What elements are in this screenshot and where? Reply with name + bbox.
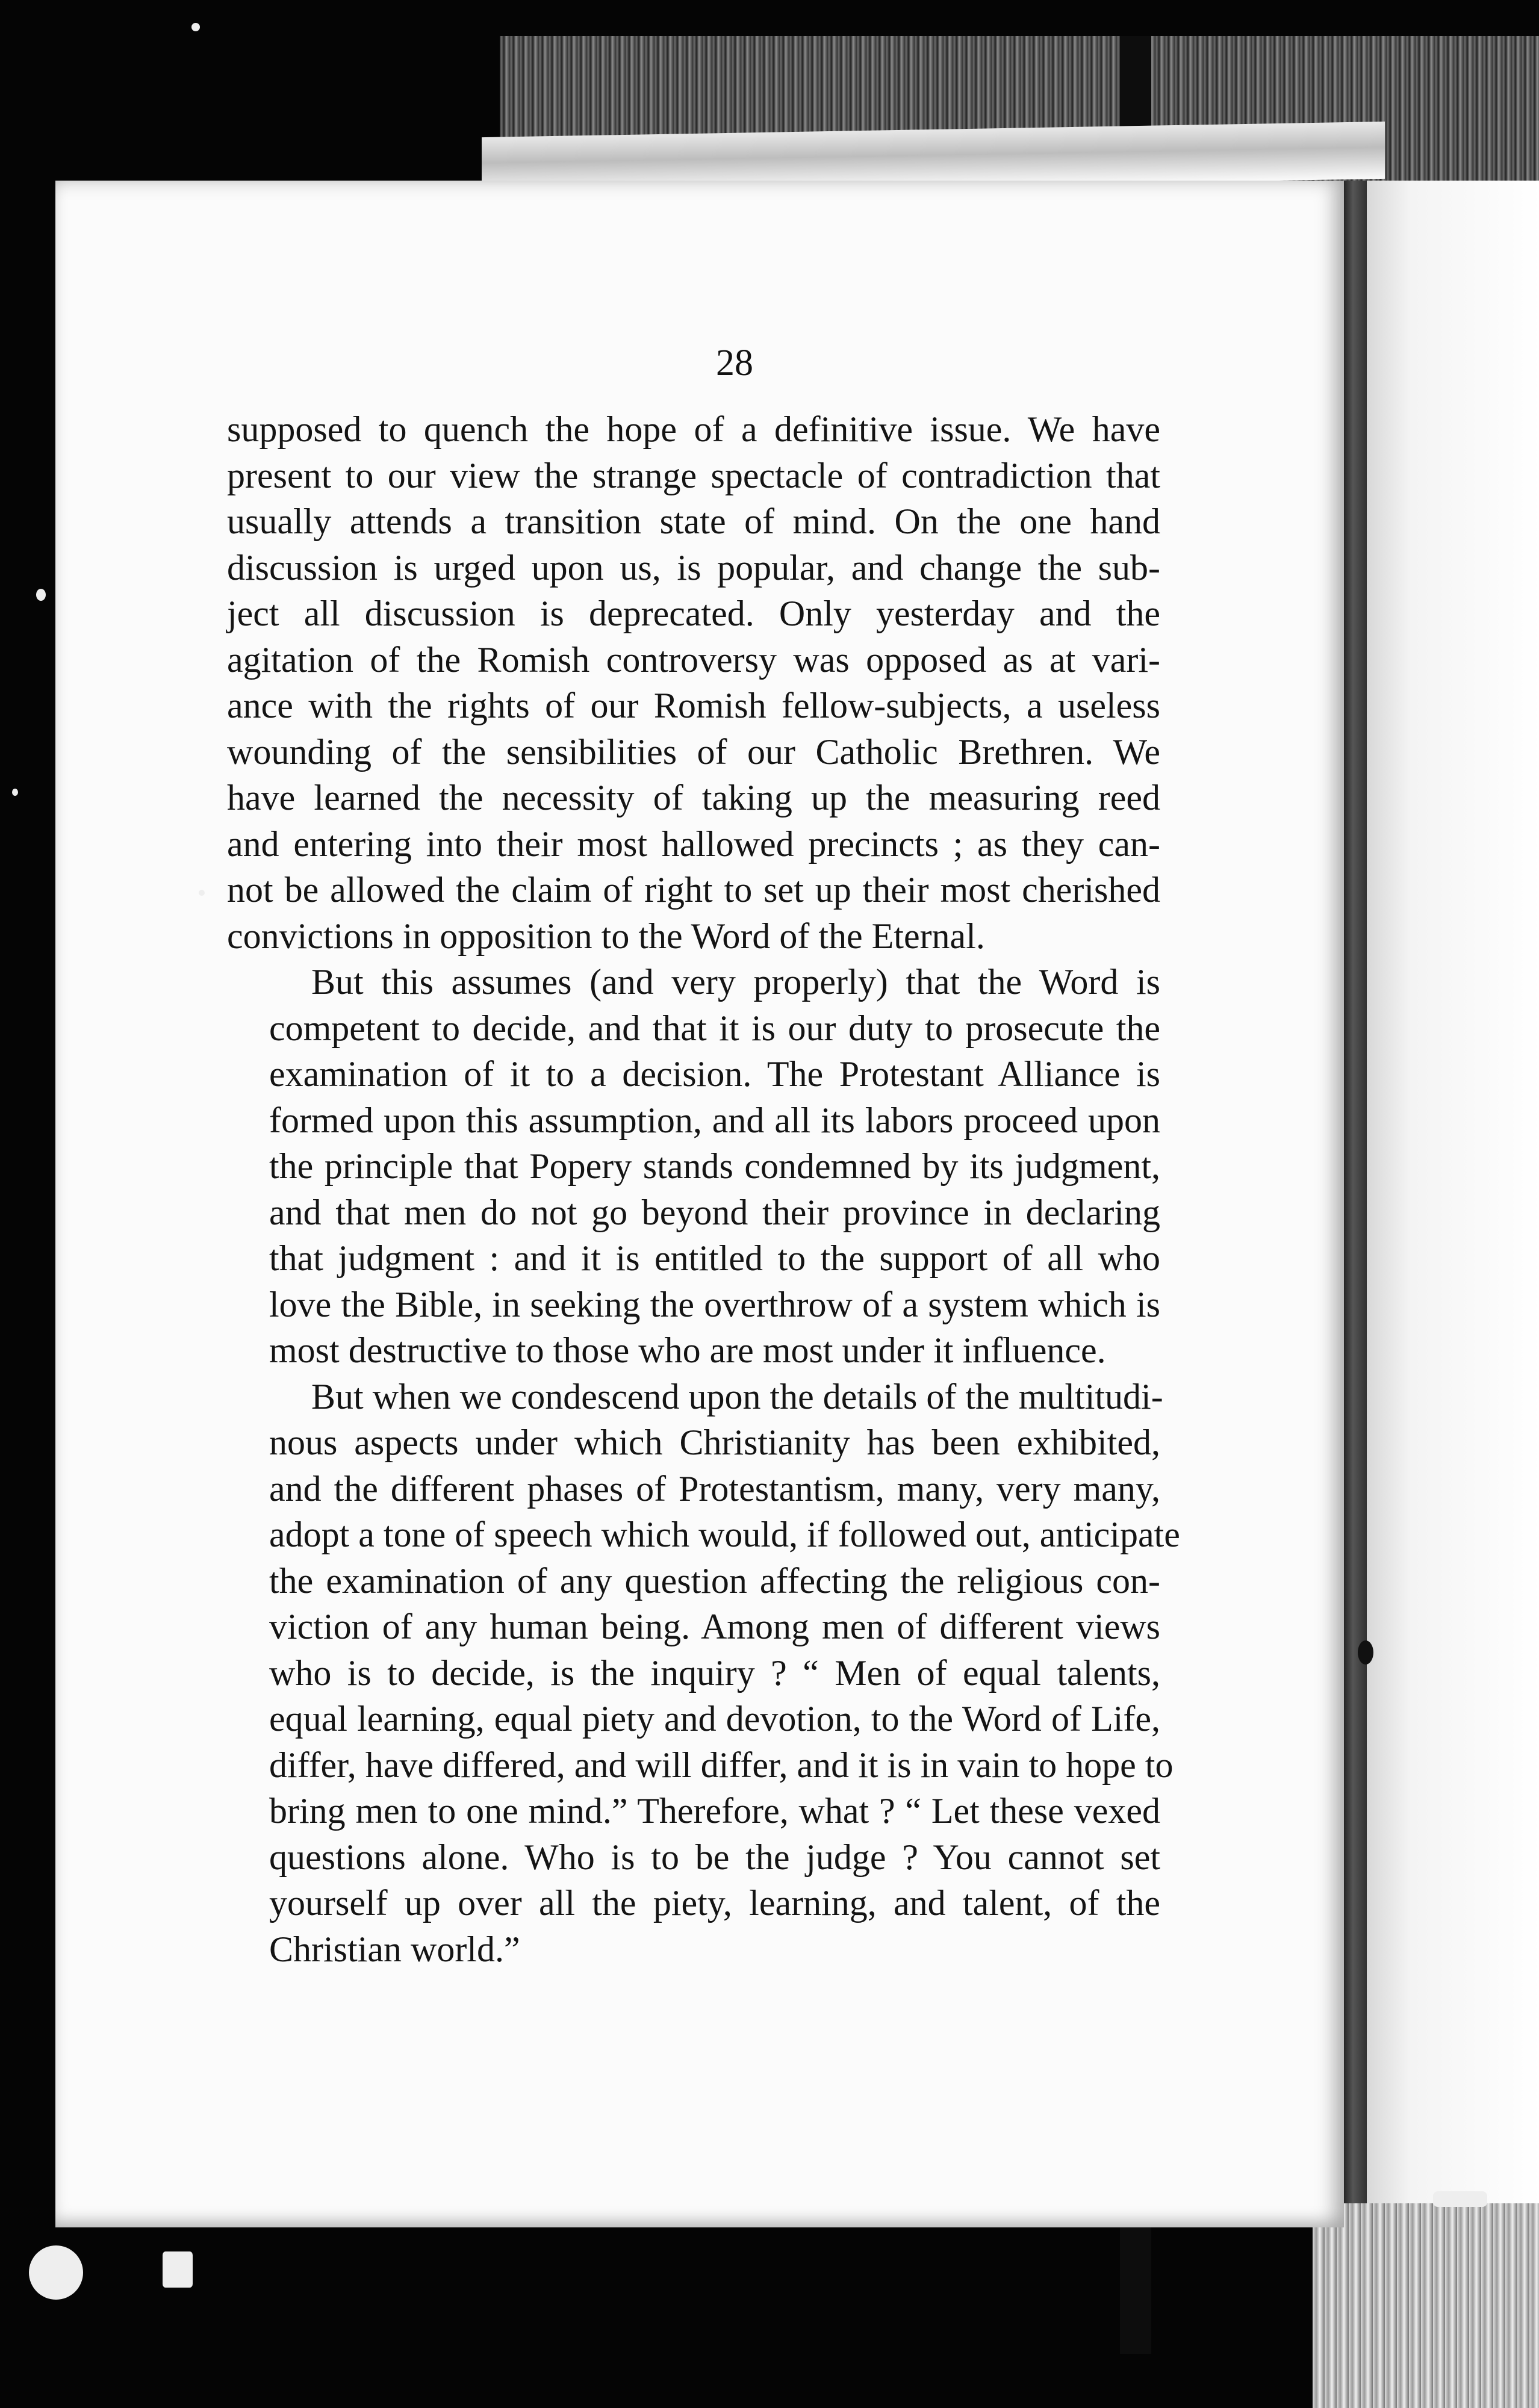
text-line: present to our view the strange spectacle of contradiction that: [227, 455, 1160, 495]
scan-speck: [1433, 2191, 1487, 2207]
text-line: examination of it to a decision. The Protestant Alliance is: [269, 1054, 1160, 1094]
facing-page-edge: [1367, 181, 1539, 2227]
text-line: But this assumes (and very properly) that the Word is: [311, 962, 1160, 1002]
text-line: competent to decide, and that it is our duty to prosecute the: [269, 1008, 1160, 1048]
text-line: bring men to one mind.” Therefore, what ? “ Let these vexed: [269, 1791, 1160, 1831]
text-line: formed upon this assumption, and all its labors proceed upon: [269, 1100, 1160, 1140]
scan-speck: [36, 589, 46, 601]
text-line: equal learning, equal piety and devotion, to the Word of Life,: [269, 1699, 1160, 1739]
text-line: discussion is urged upon us, is popular, and change the sub-: [227, 547, 1160, 588]
scan-speck: [163, 2251, 193, 2288]
scan-speck: [199, 890, 205, 896]
text-line: nous aspects under which Christianity has been exhibited,: [269, 1423, 1160, 1462]
book-edge-bottom: [1313, 2203, 1539, 2408]
text-line: most destructive to those who are most under it influence.: [269, 1330, 1106, 1370]
scan-speck: [1358, 1640, 1373, 1665]
text-line: yourself up over all the piety, learning, and talent, of the: [269, 1883, 1160, 1923]
paragraph: [227, 406, 1160, 959]
text-line: Christian world.”: [269, 1929, 520, 1969]
page-number: 28: [716, 343, 753, 383]
scan-speck: [191, 23, 200, 31]
text-line: wounding of the sensibilities of our Catholic Brethren. We: [227, 731, 1160, 772]
text-line: supposed to quench the hope of a definitive issue. We have: [227, 409, 1160, 449]
text-line: adopt a tone of speech which would, if followed out, anticipate: [269, 1515, 1180, 1554]
paragraph: [227, 1374, 1180, 1973]
text-line: questions alone. Who is to be the judge ? You cannot set: [269, 1837, 1160, 1877]
text-line: not be allowed the claim of right to set up their most cherished: [227, 870, 1160, 910]
text-line: convictions in opposition to the Word of the Eternal.: [227, 916, 985, 956]
text-line: and entering into their most hallowed precincts ; as they can-: [227, 824, 1160, 864]
book-page: [55, 181, 1344, 2227]
text-line: have learned the necessity of taking up the measuring reed: [227, 778, 1160, 818]
body-text: [227, 406, 1180, 1972]
text-line: love the Bible, in seeking the overthrow of a system which is: [269, 1284, 1160, 1324]
text-line: ject all discussion is deprecated. Only yesterday and the: [227, 594, 1160, 633]
text-line: agitation of the Romish controversy was opposed as at vari-: [227, 639, 1160, 680]
text-line: viction of any human being. Among men of different views: [269, 1607, 1160, 1646]
text-line: differ, have differed, and will differ, and it is in vain to hope to: [269, 1745, 1174, 1785]
text-line: ance with the rights of our Romish fellow-subjects, a useless: [227, 686, 1160, 725]
scan-speck: [12, 789, 18, 796]
text-line: the principle that Popery stands condemned by its judgment,: [269, 1146, 1160, 1186]
text-line: and that men do not go beyond their province in declaring: [269, 1192, 1160, 1232]
text-line: who is to decide, is the inquiry ? “ Men of equal talents,: [269, 1652, 1160, 1693]
text-line: that judgment : and it is entitled to the support of all who: [269, 1238, 1160, 1278]
paragraph: [227, 959, 1160, 1374]
text-line: and the different phases of Protestantism, many, very many,: [269, 1468, 1160, 1509]
scan-speck: [29, 2245, 83, 2300]
text-line: the examination of any question affecting the religious con-: [269, 1560, 1160, 1601]
text-line: But when we condescend upon the details of the multitudi-: [311, 1376, 1163, 1417]
text-line: usually attends a transition state of mind. On the one hand: [227, 501, 1160, 541]
